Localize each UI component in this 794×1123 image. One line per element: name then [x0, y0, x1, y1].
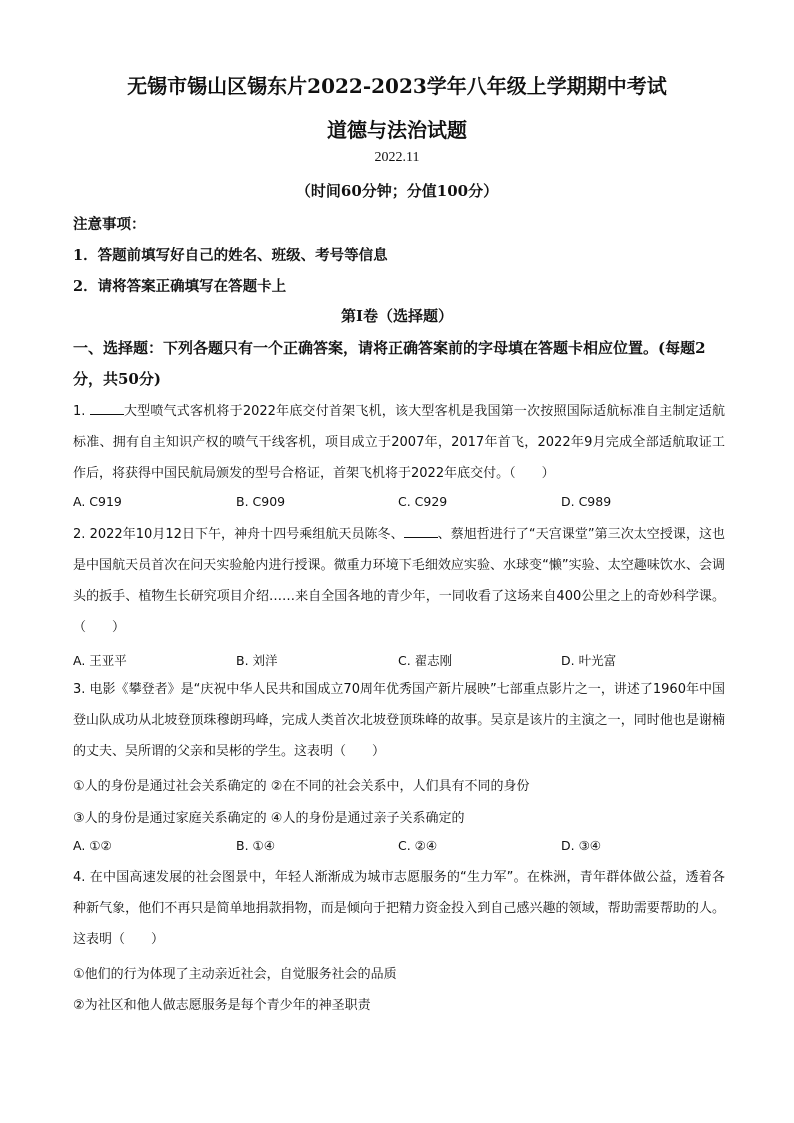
- question-3-statement-1: ①人的身份是通过社会关系确定的 ②在不同的社会关系中，人们具有不同的身份: [73, 779, 530, 794]
- question-1: [73, 396, 725, 489]
- question-4-statement-1: ①他们的行为体现了主动亲近社会，自觉服务社会的品质: [73, 967, 397, 982]
- section-title: 第I卷（选择题）: [340, 307, 454, 325]
- option-c: C. ②④: [398, 838, 438, 853]
- answer-blank: [90, 401, 124, 415]
- answer-blank: [404, 524, 438, 538]
- option-a: A. 王亚平: [73, 653, 127, 668]
- notes-heading: 注意事项：: [73, 216, 146, 233]
- question-2: [73, 519, 725, 643]
- notes-item-2: 2．请将答案正确填写在答题卡上: [73, 278, 287, 295]
- section-instruction: 一、选择题：下列各题只有一个正确答案，请将正确答案前的字母填在答题卡相应位置。(每题2分，共50分): [73, 339, 706, 388]
- question-3: 3. 电影《攀登者》是“庆祝中华人民共和国成立70周年优秀国产新片展映”七部重点影片之一，讲述了1960年中国登山队成功从北坡登顶珠穆朗玛峰，完成人类首次北坡登顶珠峰的故事。吴京是该片的主演之一，同时他也是谢楠的丈夫、吴所谓的父亲和吴彬的学生。这表明（ ）: [73, 682, 725, 759]
- question-3-statement-2: ③人的身份是通过家庭关系确定的 ④人的身份是通过亲子关系确定的: [73, 811, 465, 826]
- question-4: 4. 在中国高速发展的社会图景中，年轻人渐渐成为城市志愿服务的“生力军”。在株洲，青年群体做公益，透着各种新气象，他们不再只是简单地捐款捐物，而是倾向于把精力资金投入到自己感兴趣的领域，帮助需要帮助的人。这表明（ ）: [73, 870, 725, 947]
- time-score: （时间60分钟；分值100分）: [295, 182, 499, 200]
- option-a: A. ①②: [73, 838, 112, 853]
- notes-item-1: 1．答题前填写好自己的姓名、班级、考号等信息: [73, 247, 388, 264]
- option-a: A. C919: [73, 494, 122, 509]
- question-1-text: 大型喷气式客机将于2022年底交付首架飞机，该大型客机是我国第一次按照国际适航标准自主制定适航标准、拥有自主知识产权的喷气干线客机，项目成立于2007年，2017年首飞，2022年9月完成全部适航取证工作后，将获得中国民航局颁发的型号合格证，首架飞机将于2022年底交付。（ ）: [73, 404, 725, 481]
- option-c: C. C929: [398, 494, 448, 509]
- option-d: D. C989: [561, 494, 612, 509]
- option-b: B. ①④: [236, 838, 275, 853]
- exam-title: 无锡市锡山区锡东片2022-2023学年八年级上学期期中考试: [127, 74, 667, 98]
- option-b: B. 刘洋: [236, 653, 278, 668]
- exam-date: 2022.11: [374, 150, 420, 165]
- option-d: D. ③④: [561, 838, 601, 853]
- option-b: B. C909: [236, 494, 286, 509]
- question-2-text-a: 2. 2022年10月12日下午，神舟十四号乘组航天员陈冬、: [73, 527, 404, 542]
- question-1-number: 1.: [73, 404, 86, 419]
- subject-title: 道德与法治试题: [327, 118, 467, 142]
- question-4-statement-2: ②为社区和他人做志愿服务是每个青少年的神圣职责: [73, 998, 371, 1013]
- question-2-text-b: 、蔡旭哲进行了“天宫课堂”第三次太空授课，这也是中国航天员首次在问天实验舱内进行授课。微重力环境下毛细效应实验、水球变“懒”实验、太空趣味饮水、会调头的扳手、植物生长研究项目介绍……来自全国各地的青少年，一同收看了这场来自400公里之上的奇妙科学课。（ ）: [73, 527, 725, 635]
- option-d: D. 叶光富: [561, 653, 617, 668]
- option-c: C. 翟志刚: [398, 653, 453, 668]
